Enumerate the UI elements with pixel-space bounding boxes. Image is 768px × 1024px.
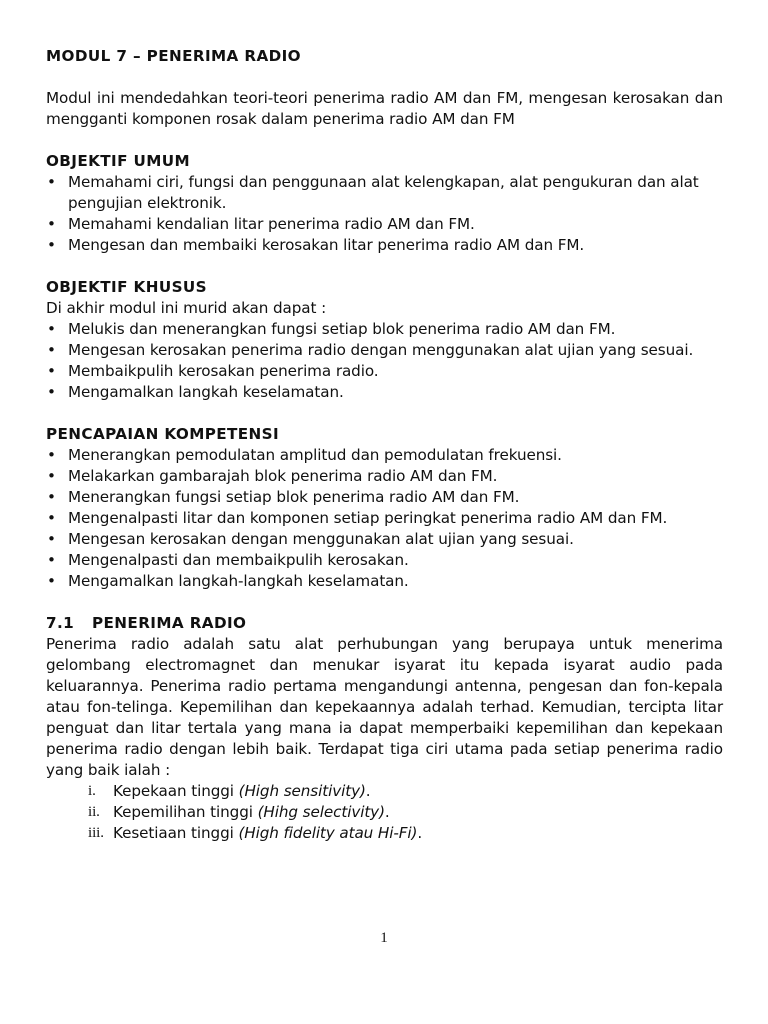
list-item [88, 802, 723, 823]
module-title: MODUL 7 – PENERIMA RADIO [46, 47, 301, 65]
feature-end: . [384, 803, 390, 821]
list-item: • Mengamalkan langkah-langkah keselamatan. [46, 571, 723, 592]
section-number: 7.1 [46, 614, 75, 632]
list-item: • Membaikpulih kerosakan penerima radio. [46, 361, 723, 382]
feature-text: Kesetiaan tinggi [113, 824, 239, 842]
list-item: • Memahami kendalian litar penerima radio AM dan FM. [46, 214, 723, 235]
objektif-khusus-list [46, 319, 723, 403]
list-item [88, 823, 723, 844]
feature-text: Kepemilihan tinggi [113, 803, 258, 821]
list-item: • Melukis dan menerangkan fungsi setiap blok penerima radio AM dan FM. [46, 319, 723, 340]
objektif-umum-list [46, 172, 723, 256]
objektif-khusus-heading: OBJEKTIF KHUSUS [46, 278, 207, 296]
list-item: • Mengesan kerosakan penerima radio dengan menggunakan alat ujian yang sesuai. [46, 340, 723, 361]
page-content [46, 46, 723, 844]
pencapaian-kompetensi-heading: PENCAPAIAN KOMPETENSI [46, 425, 280, 443]
list-item: • Mengamalkan langkah keselamatan. [46, 382, 723, 403]
list-item: • Menerangkan fungsi setiap blok penerima radio AM dan FM. [46, 487, 723, 508]
list-item: • Mengenalpasti litar dan komponen setiap peringkat penerima radio AM dan FM. [46, 508, 723, 529]
roman-numeral: ii. [88, 804, 100, 820]
feature-text: Kepekaan tinggi [113, 782, 239, 800]
pencapaian-kompetensi-list [46, 445, 723, 592]
objektif-khusus-lead: Di akhir modul ini murid akan dapat : [46, 299, 327, 317]
feature-english-term: (High sensitivity) [238, 782, 366, 800]
roman-numeral: i. [88, 783, 96, 799]
list-item [88, 781, 723, 802]
list-item: • Mengenalpasti dan membaikpulih kerosakan. [46, 550, 723, 571]
list-item: • Mengesan dan membaiki kerosakan litar penerima radio AM dan FM. [46, 235, 723, 256]
objektif-umum-heading: OBJEKTIF UMUM [46, 152, 191, 170]
feature-end: . [365, 782, 371, 800]
feature-end: . [417, 824, 423, 842]
roman-numeral: iii. [88, 825, 104, 841]
intro-paragraph: Modul ini mendedahkan teori-teori penerima radio AM dan FM, mengesan kerosakan dan mengganti komponen rosak dalam penerima radio AM dan FM [46, 89, 723, 128]
feature-english-term: (High fidelity atau Hi-Fi) [238, 824, 418, 842]
list-item: • Menerangkan pemodulatan amplitud dan pemodulatan frekuensi. [46, 445, 723, 466]
feature-english-term: (Hihg selectivity) [257, 803, 385, 821]
page-number: 1 [380, 930, 388, 946]
section-paragraph: Penerima radio adalah satu alat perhubungan yang berupaya untuk menerima gelombang electromagnet dan menukar isyarat itu kepada isyarat audio pada keluarannya. Penerima radio pertama mengandungi antenna, pengesan dan fon-kepala atau fon-telinga. Kepemilihan dan kepekaannya adalah terhad. Kemudian, tercipta litar penguat dan litar tertala yang mana ia dapat memperbaiki kepemilihan dan kepekaan penerima radio dengan lebih baik. Terdapat tiga ciri utama pada setiap penerima radio yang baik ialah : [46, 635, 723, 779]
list-item: • Melakarkan gambarajah blok penerima radio AM dan FM. [46, 466, 723, 487]
features-list [46, 781, 723, 844]
section-title: PENERIMA RADIO [92, 614, 247, 632]
section-heading [46, 613, 723, 634]
list-item: • Memahami ciri, fungsi dan penggunaan alat kelengkapan, alat pengukuran dan alat pengujian elektronik. [46, 172, 723, 214]
list-item: • Mengesan kerosakan dengan menggunakan alat ujian yang sesuai. [46, 529, 723, 550]
